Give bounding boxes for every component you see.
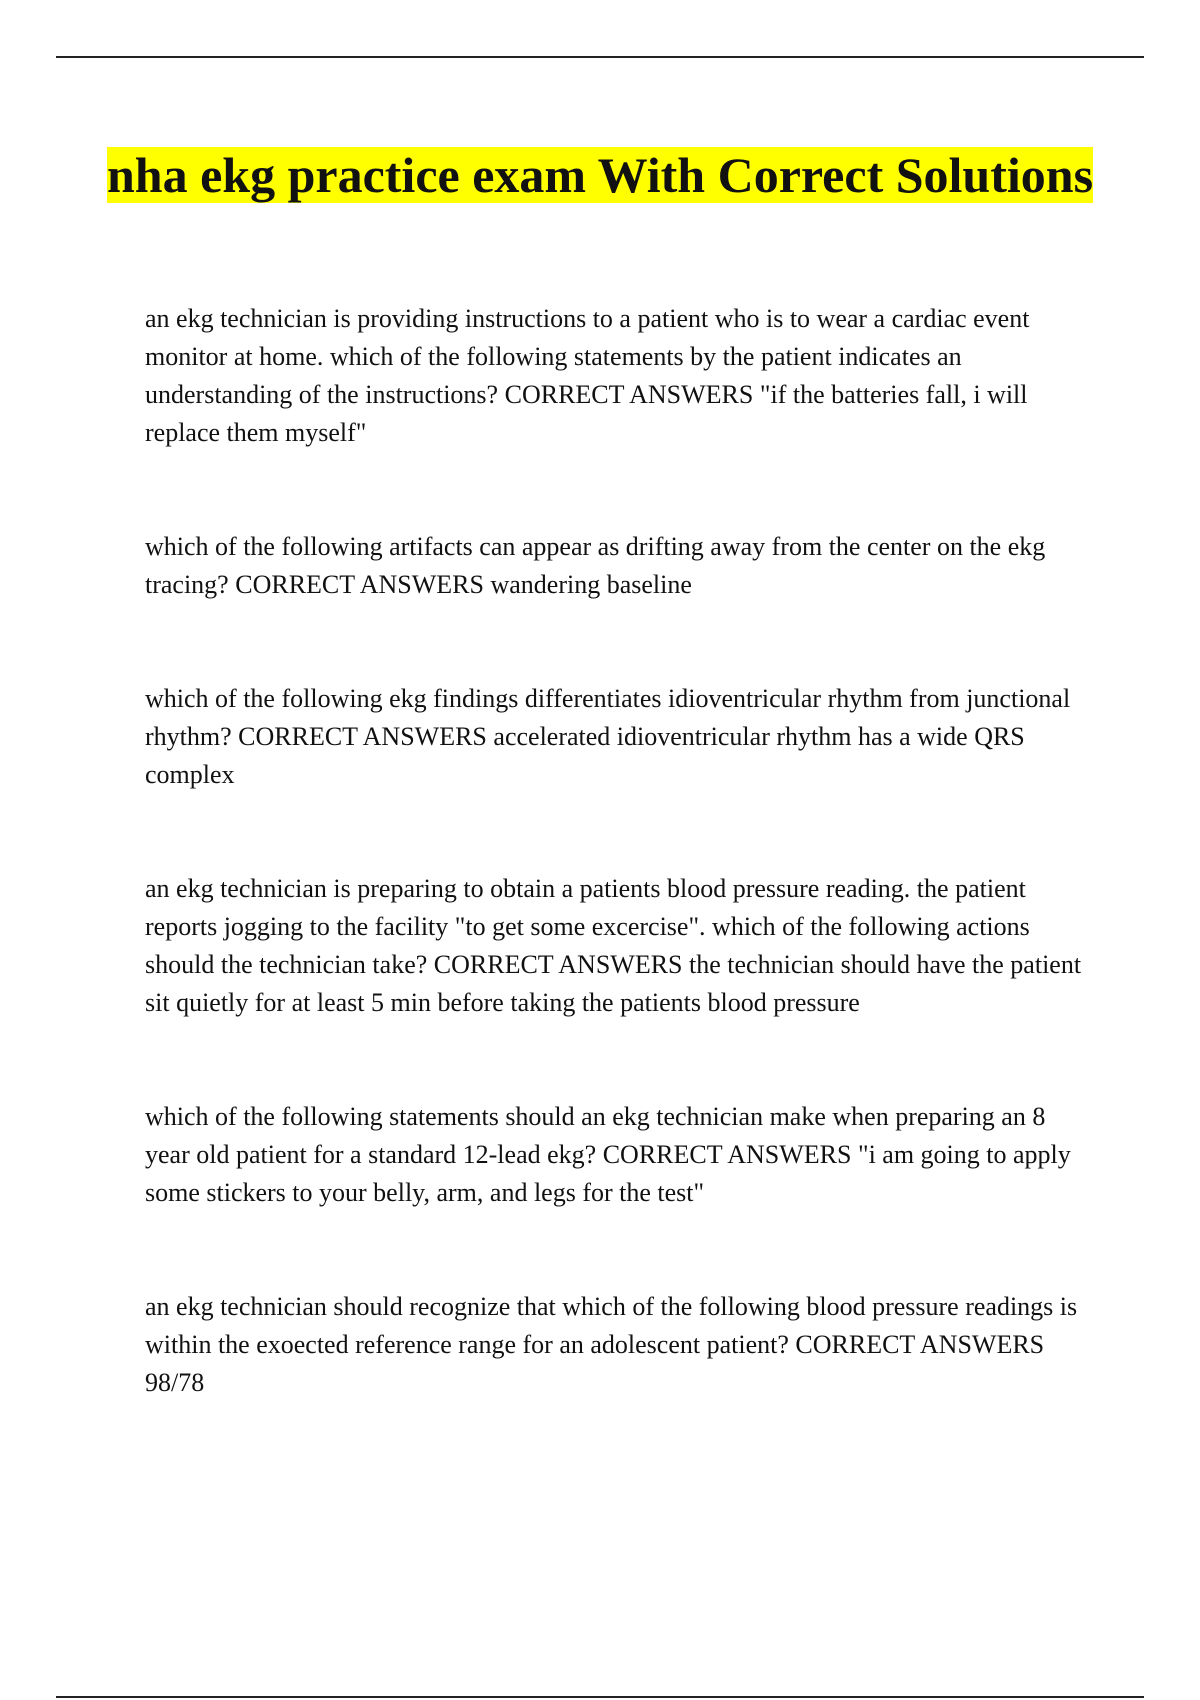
footer-rule [56,1696,1144,1698]
question-text: an ekg technician is providing instructions to a patient who is to wear a cardiac event monitor at home. which of the following statements by the patient indicates an understanding of the instructions? [145,304,1030,409]
answer-marker: CORRECT ANSWERS [433,950,683,979]
qa-item [145,528,1090,604]
qa-item [145,680,1090,794]
qa-list [145,300,1090,1478]
qa-item [145,1288,1090,1402]
qa-item [145,870,1090,1022]
answer-text: "i am going to apply some stickers to your belly, arm, and legs for the test" [145,1140,1071,1207]
question-text: which of the following ekg findings differentiates idioventricular rhythm from junctional rhythm? [145,684,1071,751]
page-title [100,140,1100,210]
question-text: an ekg technician should recognize that which of the following blood pressure readings is within the exoected reference range for an adolescent patient? [145,1292,1078,1359]
header-rule [56,56,1144,58]
qa-item [145,300,1090,452]
answer-text: 98/78 [145,1368,205,1397]
page-title-text: nha ekg practice exam With Correct Solutions [106,147,1094,203]
answer-marker: CORRECT ANSWERS [602,1140,852,1169]
answer-marker: CORRECT ANSWERS [504,380,754,409]
answer-marker: CORRECT ANSWERS [795,1330,1045,1359]
answer-text: "if the batteries fall, i will replace them myself" [145,380,1028,447]
question-text: an ekg technician is preparing to obtain a patients blood pressure reading. the patient reports jogging to the facility "to get some excercise". which of the following actions should the technician take? [145,874,1030,979]
answer-marker: CORRECT ANSWERS [235,570,484,599]
question-text: which of the following statements should an ekg technician make when preparing an 8 year old patient for a standard 12-lead ekg? [145,1102,1046,1169]
title-block [100,140,1100,210]
answer-text: the technician should have the patient sit quietly for at least 5 min before taking the patients blood pressure [145,950,1082,1017]
answer-text: wandering baseline [490,570,692,599]
answer-marker: CORRECT ANSWERS [238,722,487,751]
answer-text: accelerated idioventricular rhythm has a wide QRS complex [145,722,1025,789]
qa-item [145,1098,1090,1212]
question-text: which of the following artifacts can appear as drifting away from the center on the ekg tracing? [145,532,1046,599]
